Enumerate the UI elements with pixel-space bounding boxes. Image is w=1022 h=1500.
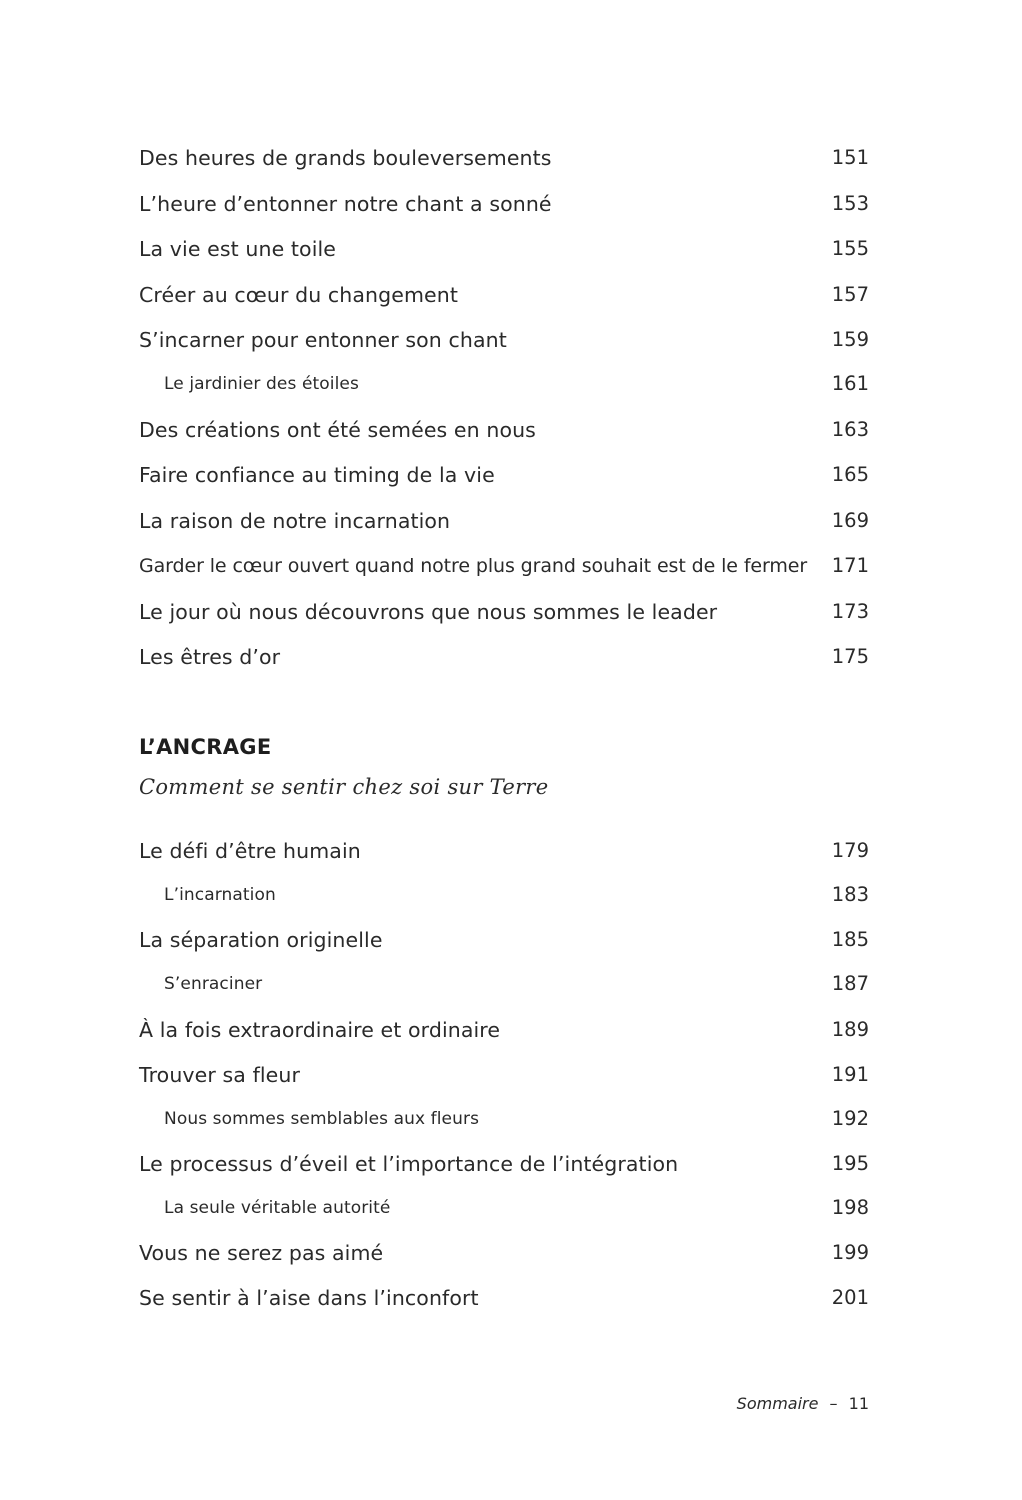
toc-subentry-page: 187	[831, 972, 869, 995]
toc-subentry-page: 198	[831, 1196, 869, 1219]
toc-entry-title: Le jour où nous découvrons que nous sommes le leader	[139, 600, 718, 624]
toc-entry-page: 201	[831, 1286, 869, 1309]
toc-entry	[139, 1238, 869, 1268]
toc-subentry-title: La seule véritable autorité	[164, 1198, 391, 1218]
toc-entry-page: 157	[831, 283, 869, 306]
toc-entry-page: 169	[831, 509, 869, 532]
toc-entry-page: 173	[831, 600, 869, 623]
toc-subentry-page: 161	[831, 372, 869, 395]
toc-subentry-title: L’incarnation	[164, 885, 276, 905]
toc-subentry	[139, 969, 869, 999]
page-number: 11	[848, 1394, 869, 1413]
toc-entry-title: Trouver sa fleur	[139, 1063, 301, 1087]
footer-separator: –	[829, 1394, 838, 1413]
toc-entry-title: Le processus d’éveil et l’importance de l’intégration	[139, 1152, 679, 1176]
toc-entry	[139, 506, 869, 536]
toc-entry-page: 179	[831, 839, 869, 862]
toc-subentry	[139, 369, 869, 399]
toc-entry-title: Les êtres d’or	[139, 645, 281, 669]
toc-subentry	[139, 1193, 869, 1223]
toc-entry-page: 165	[831, 463, 869, 486]
toc-entry-title: Garder le cœur ouvert quand notre plus grand souhait est de le fermer	[139, 555, 808, 577]
toc-entry	[139, 836, 869, 866]
toc-entry-page: 171	[831, 554, 869, 577]
toc-entry-page: 191	[831, 1063, 869, 1086]
toc-subentry-title: S’enraciner	[164, 974, 263, 994]
toc-entry	[139, 234, 869, 264]
toc-subentry-page: 192	[831, 1107, 869, 1130]
toc-entry	[139, 1060, 869, 1090]
toc-subentry-title: Le jardinier des étoiles	[164, 374, 359, 394]
toc-entry-title: La raison de notre incarnation	[139, 509, 451, 533]
footer-label: Sommaire	[736, 1394, 819, 1413]
toc-entry	[139, 925, 869, 955]
section-subtitle: Comment se sentir chez soi sur Terre	[139, 775, 549, 799]
toc-entry-title: L’heure d’entonner notre chant a sonné	[139, 192, 552, 216]
toc-entry-title: Faire confiance au timing de la vie	[139, 463, 495, 487]
page-footer	[737, 1393, 869, 1415]
toc-entry-page: 185	[831, 928, 869, 951]
toc-entry-title: Vous ne serez pas aimé	[139, 1241, 384, 1265]
toc-entry	[139, 1015, 869, 1045]
toc-entry-title: Des heures de grands bouleversements	[139, 146, 552, 170]
toc-entry	[139, 460, 869, 490]
toc-entry	[139, 642, 869, 672]
toc-entry	[139, 597, 869, 627]
toc-entry	[139, 1149, 869, 1179]
toc-subentry	[139, 1104, 869, 1134]
toc-entry	[139, 551, 869, 581]
toc-entry-page: 155	[831, 237, 869, 260]
toc-entry-page: 189	[831, 1018, 869, 1041]
toc-subentry	[139, 880, 869, 910]
toc-entry-page: 175	[831, 645, 869, 668]
toc-entry-title: À la fois extraordinaire et ordinaire	[139, 1018, 501, 1042]
toc-entry	[139, 1283, 869, 1313]
toc-entry	[139, 189, 869, 219]
toc-entry	[139, 325, 869, 355]
toc-entry-page: 153	[831, 192, 869, 215]
toc-subentry-title: Nous sommes semblables aux fleurs	[164, 1109, 480, 1129]
section-title: L’ANCRAGE	[139, 735, 272, 759]
toc-entry	[139, 280, 869, 310]
toc-entry-page: 159	[831, 328, 869, 351]
toc-entry-title: La séparation originelle	[139, 928, 383, 952]
toc-entry-title: S’incarner pour entonner son chant	[139, 328, 507, 352]
toc-entry-page: 163	[831, 418, 869, 441]
toc-entry	[139, 415, 869, 445]
toc-entry-page: 199	[831, 1241, 869, 1264]
toc-entry-title: La vie est une toile	[139, 237, 337, 261]
toc-entry-page: 195	[831, 1152, 869, 1175]
toc-entry-title: Se sentir à l’aise dans l’inconfort	[139, 1286, 479, 1310]
toc-entry-title: Le défi d’être humain	[139, 839, 361, 863]
toc-entry-page: 151	[831, 146, 869, 169]
toc-entry-title: Des créations ont été semées en nous	[139, 418, 536, 442]
toc-subentry-page: 183	[831, 883, 869, 906]
toc-entry-title: Créer au cœur du changement	[139, 283, 458, 307]
toc-entry	[139, 143, 869, 173]
